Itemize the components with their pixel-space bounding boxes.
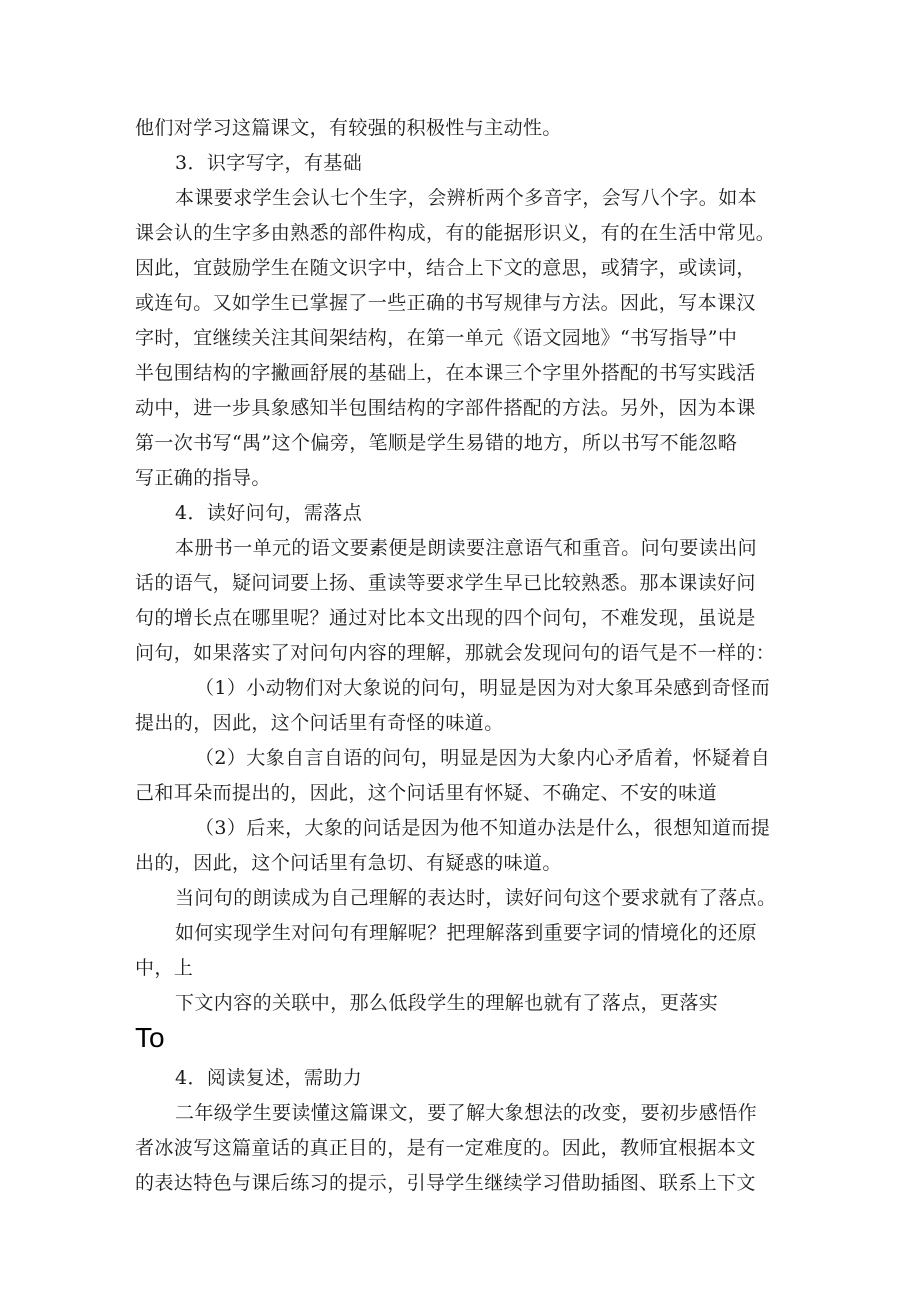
section-heading: 3．识字写字，有基础 <box>175 152 363 174</box>
paragraph-line: 或连句。又如学生已掌握了一些正确的书写规律与方法。因此，写本课汉 <box>135 292 756 314</box>
paragraph-line: 话的语气，疑问词要上扬、重读等要求学生早已比较熟悉。那本课读好问 <box>135 572 756 594</box>
paragraph-line: 句的增长点在哪里呢？通过对比本文出现的四个问句，不难发现，虽说是 <box>135 607 756 629</box>
stray-text: To <box>135 1022 165 1053</box>
paragraph-line: 本册书一单元的语文要素便是朗读要注意语气和重音。问句要读出问 <box>175 537 758 559</box>
paragraph-line: 当问句的朗读成为自己理解的表达时，读好问句这个要求就有了落点。 <box>175 887 777 909</box>
paragraph-line: 下文内容的关联中，那么低段学生的理解也就有了落点，更落实 <box>175 992 719 1014</box>
paragraph-line: 因此，宜鼓励学生在随文识字中，结合上下文的意思，或猜字，或读词， <box>135 257 756 279</box>
paragraph-line: 问句，如果落实了对问句内容的理解，那就会发现问句的语气是不一样的： <box>135 642 776 664</box>
paragraph-line: 者冰波写这篇童话的真正目的，是有一定难度的。因此，教师宜根据本文 <box>135 1137 756 1159</box>
paragraph-line: 写正确的指导。 <box>135 467 271 489</box>
paragraph-line: 第一次书写“禺”这个偏旁，笔顺是学生易错的地方，所以书写不能忽略 <box>135 432 738 454</box>
list-item-line: 出的，因此，这个问话里有急切、有疑惑的味道。 <box>135 852 562 874</box>
section-heading: 4．阅读复述，需助力 <box>175 1067 363 1089</box>
list-item-line: 提出的，因此，这个问话里有奇怪的味道。 <box>135 712 504 734</box>
list-item-line: （2）大象自言自语的问句，明显是因为大象内心矛盾着，怀疑着自 <box>195 747 771 769</box>
paragraph-line: 课会认的生字多由熟悉的部件构成，有的能据形识义，有的在生活中常见。 <box>135 222 776 244</box>
list-item-line: （1）小动物们对大象说的问句，明显是因为对大象耳朵感到奇怪而 <box>195 677 771 699</box>
paragraph-line: 的表达特色与课后练习的提示，引导学生继续学习借助插图、联系上下文 <box>135 1172 756 1194</box>
paragraph-line: 他们对学习这篇课文，有较强的积极性与主动性。 <box>135 117 562 139</box>
paragraph-line: 半包围结构的字撇画舒展的基础上，在本课三个字里外搭配的书写实践活 <box>135 362 756 384</box>
section-heading: 4．读好问句，需落点 <box>175 502 363 524</box>
paragraph-line: 如何实现学生对问句有理解呢？把理解落到重要字词的情境化的还原 <box>175 922 758 944</box>
paragraph-line: 中，上 <box>135 957 194 979</box>
paragraph-line: 字时，宜继续关注其间架结构，在第一单元《语文园地》“书写指导”中 <box>135 327 738 349</box>
paragraph-line: 本课要求学生会认七个生字，会辨析两个多音字，会写八个字。如本 <box>175 187 758 209</box>
paragraph-line: 动中，进一步具象感知半包围结构的字部件搭配的方法。另外，因为本课 <box>135 397 756 419</box>
list-item-line: （3）后来，大象的问话是因为他不知道办法是什么，很想知道而提 <box>195 817 771 839</box>
paragraph-line: 二年级学生要读懂这篇课文，要了解大象想法的改变，要初步感悟作 <box>175 1102 758 1124</box>
list-item-line: 己和耳朵而提出的，因此，这个问话里有怀疑、不确定、不安的味道 <box>135 782 718 804</box>
